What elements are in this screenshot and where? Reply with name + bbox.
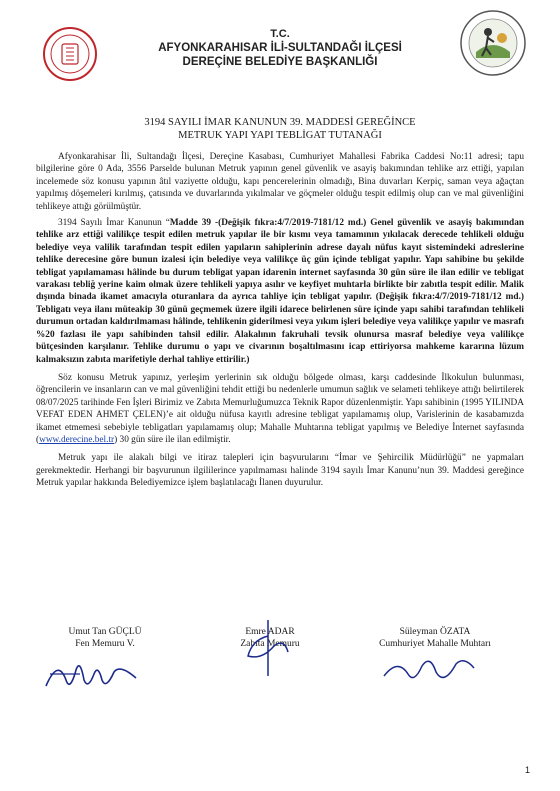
letterhead — [0, 0, 560, 100]
website-link[interactable]: www.derecine.bel.tr — [39, 434, 115, 445]
paragraph-2 — [36, 217, 524, 366]
header-district: AFYONKARAHISAR İLİ-SULTANDAĞI İLÇESİ — [158, 42, 402, 54]
document-body — [36, 151, 524, 496]
law-intro: 3194 Sayılı İmar Kanunun “ — [58, 218, 170, 229]
law-article: Madde 39 - — [169, 218, 219, 229]
signatory-role: Fen Memuru V. — [75, 639, 135, 649]
letterhead-text — [110, 28, 450, 69]
law-text: (Değişik fıkra:4/7/2019-7181/12 md.) Genel güvenlik ve asayiş bakımından tehlike arz ettiği valilikçe tespit edilen metruk yapılar ile bir kısmı veya tamamının yıkılacak derecede tehlikeli olduğu belediye veya valilik tarafından tespit edilen yapıların sahiplerinin adrese dayalı nüfus kayıt sistemindeki adreslerine tehlike derecesine göre bunun izalesi için belediye veya valilikçe üç gün içinde tebligat yapılır. Yapı sahibine bu şekilde tebligat yapılamaması hâlinde bu durum tebligat yapan idarenin internet sayfasında 30 gün süre ile ilan edilir ve tebligat varakası tebliğ yerine kaim olmak üzere tehlikeli yapıya asılır ve keyfiyet muhtarla birlikte bir zabıtla tespit edilir. Malik dışında binada ikamet amacıyla oturanlara da ayrıca tahliye için tebligat yapılır. (Değişik fıkra:4/7/2019-7181/12 md.) Tebligatı veya ilanı müteakip 30 günü geçmemek üzere ilgili idarece belirlenen süre içinde yapı sahibi tarafından tehlikeli durumun ortadan kaldırılmaması hâlinde, tehlikenin giderilmesi veya yıkım işleri belediye veya valilikçe yapılır ve masrafı %20 fazlası ile yapı sahibinden tahsil edilir. Alakalının fakruhali tevsik olunursa masraf belediye veya valilikçe bütçesinden karşılanır. Tehlike durumu o yapı ve civarının boşaltılmasını icap ettiriyorsa mahkeme kararına lüzum kalmaksızın zabıta marifetiyle derhal tahliye ettirilir.) — [36, 218, 525, 365]
header-tc: T.C. — [270, 28, 290, 40]
signature-fen-memuru — [40, 626, 170, 650]
signatory-role: Cumhuriyet Mahalle Muhtarı — [379, 639, 491, 649]
handwritten-signature-2-icon — [238, 616, 298, 686]
header-municipality: DEREÇİNE BELEDİYE BAŞKANLIĞI — [182, 56, 378, 68]
signatory-name: Umut Tan GÜÇLÜ — [68, 627, 142, 637]
paragraph-4: Metruk yapı ile alakalı bilgi ve itiraz talepleri için başvurularını “İmar ve Şehircilik Müdürlüğü” ne yapmaları gerekmektedir. Herhangi bir başvurunun ilgililerince yapılmaması halinde 3194 sayılı İmar Kanunu’nun 39. Maddesi gereğince Metruk yapılar hakkında Belediyemizce işlem başlatılacağı İlanen duyurulur. — [36, 453, 524, 489]
document-title — [60, 116, 500, 142]
page-number: 1 — [524, 765, 530, 775]
signatory-role: Zabıta Memuru — [240, 639, 300, 649]
paragraph-3 — [36, 372, 524, 446]
signature-muhtar — [360, 626, 510, 650]
title-line-2: METRUK YAPI YAPI TEBLİGAT TUTANAĞI — [178, 130, 382, 141]
signatory-name: Süleyman ÖZATA — [399, 627, 471, 637]
title-line-1: 3194 SAYILI İMAR KANUNUN 39. MADDESİ GEREĞİNCE — [144, 117, 416, 128]
paragraph-3-tail: ) 30 gün süre ile ilan edilmiştir. — [114, 434, 231, 445]
municipality-emblem-icon — [42, 24, 98, 84]
paragraph-1: Afyonkarahisar İli, Sultandağı İlçesi, Dereçine Kasabası, Cumhuriyet Mahallesi Fabrika Caddesi No:11 adresi; tapu bilgilerine göre 0 Ada, 3556 Parselde bulunan Metruk yapının genel güvenlik ve asayiş bakımından tehlike arz ettiği, yapılan incelemede söz konusu yapının âtıl vaziyette olduğu, kapı pencerelerinin olmadığı, Bina duvarları Kerpiç, saman veya ağaçtan yapılmış döşemeleri kırılmış, çatısında ve duvarlarında yıkılmalar ve göçmeler olduğu tespit edilmiş olup can ve mal güvenliğini tehlikeye attığı görülmüştür. — [36, 152, 524, 212]
handwritten-signature-3-icon — [378, 648, 478, 693]
signatory-name: Emre ADAR — [245, 627, 295, 637]
handwritten-signature-1-icon — [40, 650, 140, 700]
paragraph-3-text: Söz konusu Metruk yapınız, yerleşim yerlerinin sık olduğu bölgede olması, karşı caddesinde İlkokulun bulunması, öğrencilerin ve insanların can ve mal güvenliğini tehdit ettiği bu nedenlerle umumun sağlık ve selameti tehlikeye attığı belirtilerek 08/07/2025 tarihinde Fen İşleri Birimiz ve Zabıta Memurluğumuzca Teknik Rapor düzenlenmiştir. Yapı sahibinin (1995 YILINDA VEFAT EDEN AHMET ÇELEN)’e ait olduğu nüfusa kayıtlı adresine tebligat yapılamamış olup, Varislerinin de kasabamızda ikamet etmemesi sebebiyle tebligatları yapılamamış olup; Mahalle Muhtarına tebligat yapılmış ve Belediye İnternet sayfasında ( — [36, 372, 524, 445]
municipality-logo-icon — [458, 8, 528, 78]
